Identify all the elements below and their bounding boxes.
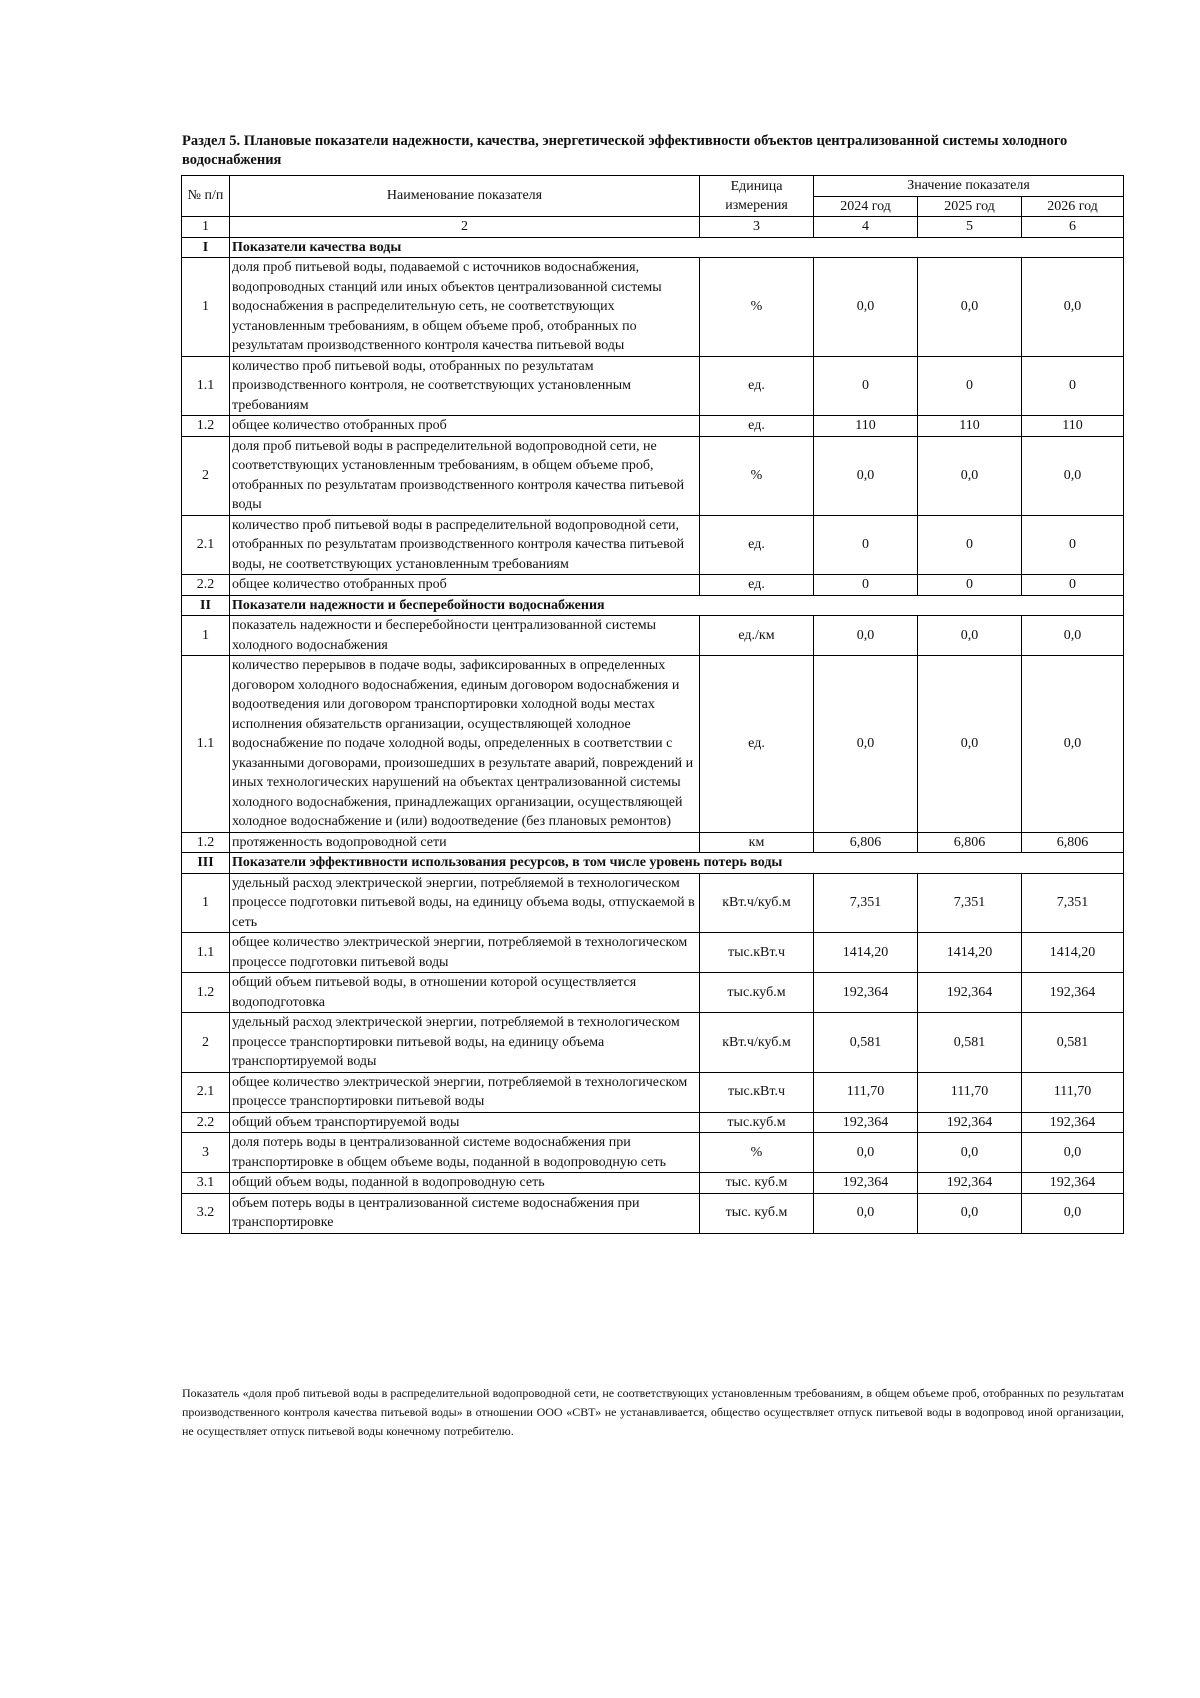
value-2026: 110 <box>1022 416 1124 437</box>
value-2026: 0,0 <box>1022 1133 1124 1173</box>
unit-cell: ед./км <box>700 616 814 656</box>
indicator-name: общий объем воды, поданной в водопроводную сеть <box>230 1173 700 1194</box>
table-row <box>182 258 1124 357</box>
col-number: 6 <box>1022 217 1124 238</box>
value-2026: 0,0 <box>1022 1193 1124 1233</box>
value-2026: 7,351 <box>1022 873 1124 933</box>
value-2024: 0,0 <box>814 656 918 833</box>
indicator-name: количество проб питьевой воды, отобранных по результатам производственного контроля, не соответствующих установленным требованиям <box>230 356 700 416</box>
value-2024: 0 <box>814 515 918 575</box>
section-heading: Показатели надежности и бесперебойности водоснабжения <box>230 595 1124 616</box>
value-2024: 192,364 <box>814 1112 918 1133</box>
unit-cell: тыс.кВт.ч <box>700 933 814 973</box>
unit-cell: тыс.куб.м <box>700 973 814 1013</box>
value-2025: 110 <box>918 416 1022 437</box>
value-2026: 0 <box>1022 356 1124 416</box>
value-2026: 0 <box>1022 575 1124 596</box>
row-number: 1.2 <box>182 416 230 437</box>
section-heading: Показатели качества воды <box>230 237 1124 258</box>
unit-cell: % <box>700 258 814 357</box>
table-row <box>182 1133 1124 1173</box>
indicator-name: удельный расход электрической энергии, потребляемой в технологическом процессе подготовки питьевой воды, на единицу объема воды, отпускаемой в сеть <box>230 873 700 933</box>
row-number: 3 <box>182 1133 230 1173</box>
row-number: 2.2 <box>182 575 230 596</box>
value-2024: 7,351 <box>814 873 918 933</box>
value-2026: 0,0 <box>1022 656 1124 833</box>
row-number: 1.1 <box>182 933 230 973</box>
value-2026: 6,806 <box>1022 832 1124 853</box>
value-2026: 0 <box>1022 515 1124 575</box>
unit-cell: % <box>700 1133 814 1173</box>
value-2025: 1414,20 <box>918 933 1022 973</box>
value-2026: 192,364 <box>1022 1173 1124 1194</box>
value-2024: 192,364 <box>814 973 918 1013</box>
value-2024: 1414,20 <box>814 933 918 973</box>
row-number: 3.2 <box>182 1193 230 1233</box>
col-number: 2 <box>230 217 700 238</box>
row-number: 1.1 <box>182 356 230 416</box>
header-value-group: Значение показателя <box>814 176 1124 197</box>
value-2025: 0,0 <box>918 436 1022 515</box>
table-row <box>182 416 1124 437</box>
value-2025: 0,0 <box>918 1133 1022 1173</box>
indicator-name: общее количество отобранных проб <box>230 416 700 437</box>
value-2024: 0 <box>814 575 918 596</box>
row-number: 2 <box>182 436 230 515</box>
unit-cell: ед. <box>700 416 814 437</box>
value-2025: 0,0 <box>918 1193 1022 1233</box>
table-row <box>182 1112 1124 1133</box>
column-number-row <box>182 217 1124 238</box>
value-2024: 6,806 <box>814 832 918 853</box>
value-2024: 0,0 <box>814 436 918 515</box>
row-number: 1 <box>182 873 230 933</box>
value-2024: 0 <box>814 356 918 416</box>
value-2026: 0,581 <box>1022 1013 1124 1073</box>
table-row <box>182 1173 1124 1194</box>
value-2025: 0 <box>918 575 1022 596</box>
indicator-name: количество перерывов в подаче воды, зафиксированных в определенных договором холодного водоснабжения, единым договором водоснабжения и водоотведения или договором транспортировки холодной воды местах исполнения обязательств организации, осуществляющей холодное водоснабжение по подаче холодной воды, определенных в соответствии с указанными договорами, произошедших в результате аварий, повреждений и иных технологических нарушений на объектах централизованной системы холодного водоснабжения, принадлежащих организации, осуществляющей холодное водоснабжение и (или) водоотведение (без плановых ремонтов) <box>230 656 700 833</box>
indicator-name: общее количество электрической энергии, потребляемой в технологическом процессе подготовки питьевой воды <box>230 933 700 973</box>
row-number: 2.2 <box>182 1112 230 1133</box>
col-number: 1 <box>182 217 230 238</box>
value-2026: 192,364 <box>1022 1112 1124 1133</box>
indicators-table <box>181 175 1124 1234</box>
table-row <box>182 832 1124 853</box>
unit-cell: кВт.ч/куб.м <box>700 1013 814 1073</box>
indicator-name: протяженность водопроводной сети <box>230 832 700 853</box>
value-2025: 192,364 <box>918 1112 1022 1133</box>
row-number: 2.1 <box>182 1072 230 1112</box>
header-year-2025: 2025 год <box>918 196 1022 217</box>
indicator-name: объем потерь воды в централизованной системе водоснабжения при транспортировке <box>230 1193 700 1233</box>
unit-cell: ед. <box>700 575 814 596</box>
value-2025: 0,0 <box>918 656 1022 833</box>
indicator-name: количество проб питьевой воды в распределительной водопроводной сети, отобранных по результатам производственного контроля качества питьевой воды, не соответствующих установленным требованиям <box>230 515 700 575</box>
table-row <box>182 973 1124 1013</box>
value-2024: 0,0 <box>814 1193 918 1233</box>
value-2026: 0,0 <box>1022 616 1124 656</box>
indicator-name: общее количество электрической энергии, потребляемой в технологическом процессе транспортировки питьевой воды <box>230 1072 700 1112</box>
header-unit: Единица измерения <box>700 176 814 217</box>
row-number: 3.1 <box>182 1173 230 1194</box>
table-row <box>182 575 1124 596</box>
section-row <box>182 595 1124 616</box>
value-2024: 110 <box>814 416 918 437</box>
table-row <box>182 616 1124 656</box>
unit-cell: ед. <box>700 356 814 416</box>
footnote: Показатель «доля проб питьевой воды в распределительной водопроводной сети, не соответствующих установленным требованиям, в общем объеме проб, отобранных по результатам производственного контроля качества питьевой воды» в отношении ООО «СВТ» не устанавливается, общество осуществляет отпуск питьевой воды в водопровод иной организации, не осуществляет отпуск питьевой воды конечному потребителю. <box>182 1386 1124 1438</box>
table-row <box>182 873 1124 933</box>
table-row <box>182 515 1124 575</box>
row-number: 1 <box>182 258 230 357</box>
col-number: 4 <box>814 217 918 238</box>
value-2025: 0 <box>918 515 1022 575</box>
indicator-name: доля потерь воды в централизованной системе водоснабжения при транспортировке в общем объеме воды, поданной в водопроводную сеть <box>230 1133 700 1173</box>
value-2024: 0,0 <box>814 258 918 357</box>
row-number: 1.1 <box>182 656 230 833</box>
value-2025: 192,364 <box>918 1173 1022 1194</box>
indicator-name: удельный расход электрической энергии, потребляемой в технологическом процессе транспортировки питьевой воды, на единицу объема транспортируемой воды <box>230 1013 700 1073</box>
section-title: Раздел 5. Плановые показатели надежности, качества, энергетической эффективности объектов централизованной системы холодного водоснабжения <box>182 133 1068 168</box>
table-row <box>182 1193 1124 1233</box>
header-name: Наименование показателя <box>230 176 700 217</box>
unit-cell: тыс.куб.м <box>700 1112 814 1133</box>
header-year-2024: 2024 год <box>814 196 918 217</box>
section-number: II <box>182 595 230 616</box>
value-2026: 1414,20 <box>1022 933 1124 973</box>
section-heading: Показатели эффективности использования ресурсов, в том числе уровень потерь воды <box>230 853 1124 874</box>
table-body <box>182 237 1124 1233</box>
value-2025: 6,806 <box>918 832 1022 853</box>
table-row <box>182 1072 1124 1112</box>
table-row <box>182 1013 1124 1073</box>
table-row <box>182 356 1124 416</box>
value-2026: 192,364 <box>1022 973 1124 1013</box>
table-row <box>182 933 1124 973</box>
value-2025: 111,70 <box>918 1072 1022 1112</box>
indicator-name: общее количество отобранных проб <box>230 575 700 596</box>
unit-cell: ед. <box>700 656 814 833</box>
unit-cell: км <box>700 832 814 853</box>
indicator-name: доля проб питьевой воды, подаваемой с источников водоснабжения, водопроводных станций или иных объектов централизованной системы водоснабжения в распределительную сеть, не соответствующих установленным требованиям, в общем объеме проб, отобранных по результатам производственного контроля качества питьевой воды <box>230 258 700 357</box>
indicator-name: общий объем питьевой воды, в отношении которой осуществляется водоподготовка <box>230 973 700 1013</box>
row-number: 2.1 <box>182 515 230 575</box>
table-row <box>182 436 1124 515</box>
indicator-name: общий объем транспортируемой воды <box>230 1112 700 1133</box>
section-row <box>182 853 1124 874</box>
row-number: 2 <box>182 1013 230 1073</box>
value-2025: 0 <box>918 356 1022 416</box>
unit-cell: ед. <box>700 515 814 575</box>
unit-cell: тыс. куб.м <box>700 1193 814 1233</box>
header-num: № п/п <box>182 176 230 217</box>
value-2025: 0,0 <box>918 258 1022 357</box>
indicator-name: показатель надежности и бесперебойности централизованной системы холодного водоснабжения <box>230 616 700 656</box>
value-2024: 0,581 <box>814 1013 918 1073</box>
table-row <box>182 656 1124 833</box>
unit-cell: тыс. куб.м <box>700 1173 814 1194</box>
value-2025: 192,364 <box>918 973 1022 1013</box>
value-2026: 0,0 <box>1022 436 1124 515</box>
section-number: I <box>182 237 230 258</box>
col-number: 3 <box>700 217 814 238</box>
row-number: 1.2 <box>182 973 230 1013</box>
value-2024: 0,0 <box>814 616 918 656</box>
value-2025: 0,0 <box>918 616 1022 656</box>
row-number: 1.2 <box>182 832 230 853</box>
value-2026: 0,0 <box>1022 258 1124 357</box>
value-2024: 192,364 <box>814 1173 918 1194</box>
value-2025: 7,351 <box>918 873 1022 933</box>
unit-cell: кВт.ч/куб.м <box>700 873 814 933</box>
value-2025: 0,581 <box>918 1013 1022 1073</box>
section-number: III <box>182 853 230 874</box>
indicator-name: доля проб питьевой воды в распределительной водопроводной сети, не соответствующих установленным требованиям, в общем объеме проб, отобранных по результатам производственного контроля качества питьевой воды <box>230 436 700 515</box>
header-row-1 <box>182 176 1124 197</box>
row-number: 1 <box>182 616 230 656</box>
col-number: 5 <box>918 217 1022 238</box>
section-row <box>182 237 1124 258</box>
unit-cell: % <box>700 436 814 515</box>
value-2024: 111,70 <box>814 1072 918 1112</box>
value-2026: 111,70 <box>1022 1072 1124 1112</box>
header-year-2026: 2026 год <box>1022 196 1124 217</box>
value-2024: 0,0 <box>814 1133 918 1173</box>
unit-cell: тыс.кВт.ч <box>700 1072 814 1112</box>
